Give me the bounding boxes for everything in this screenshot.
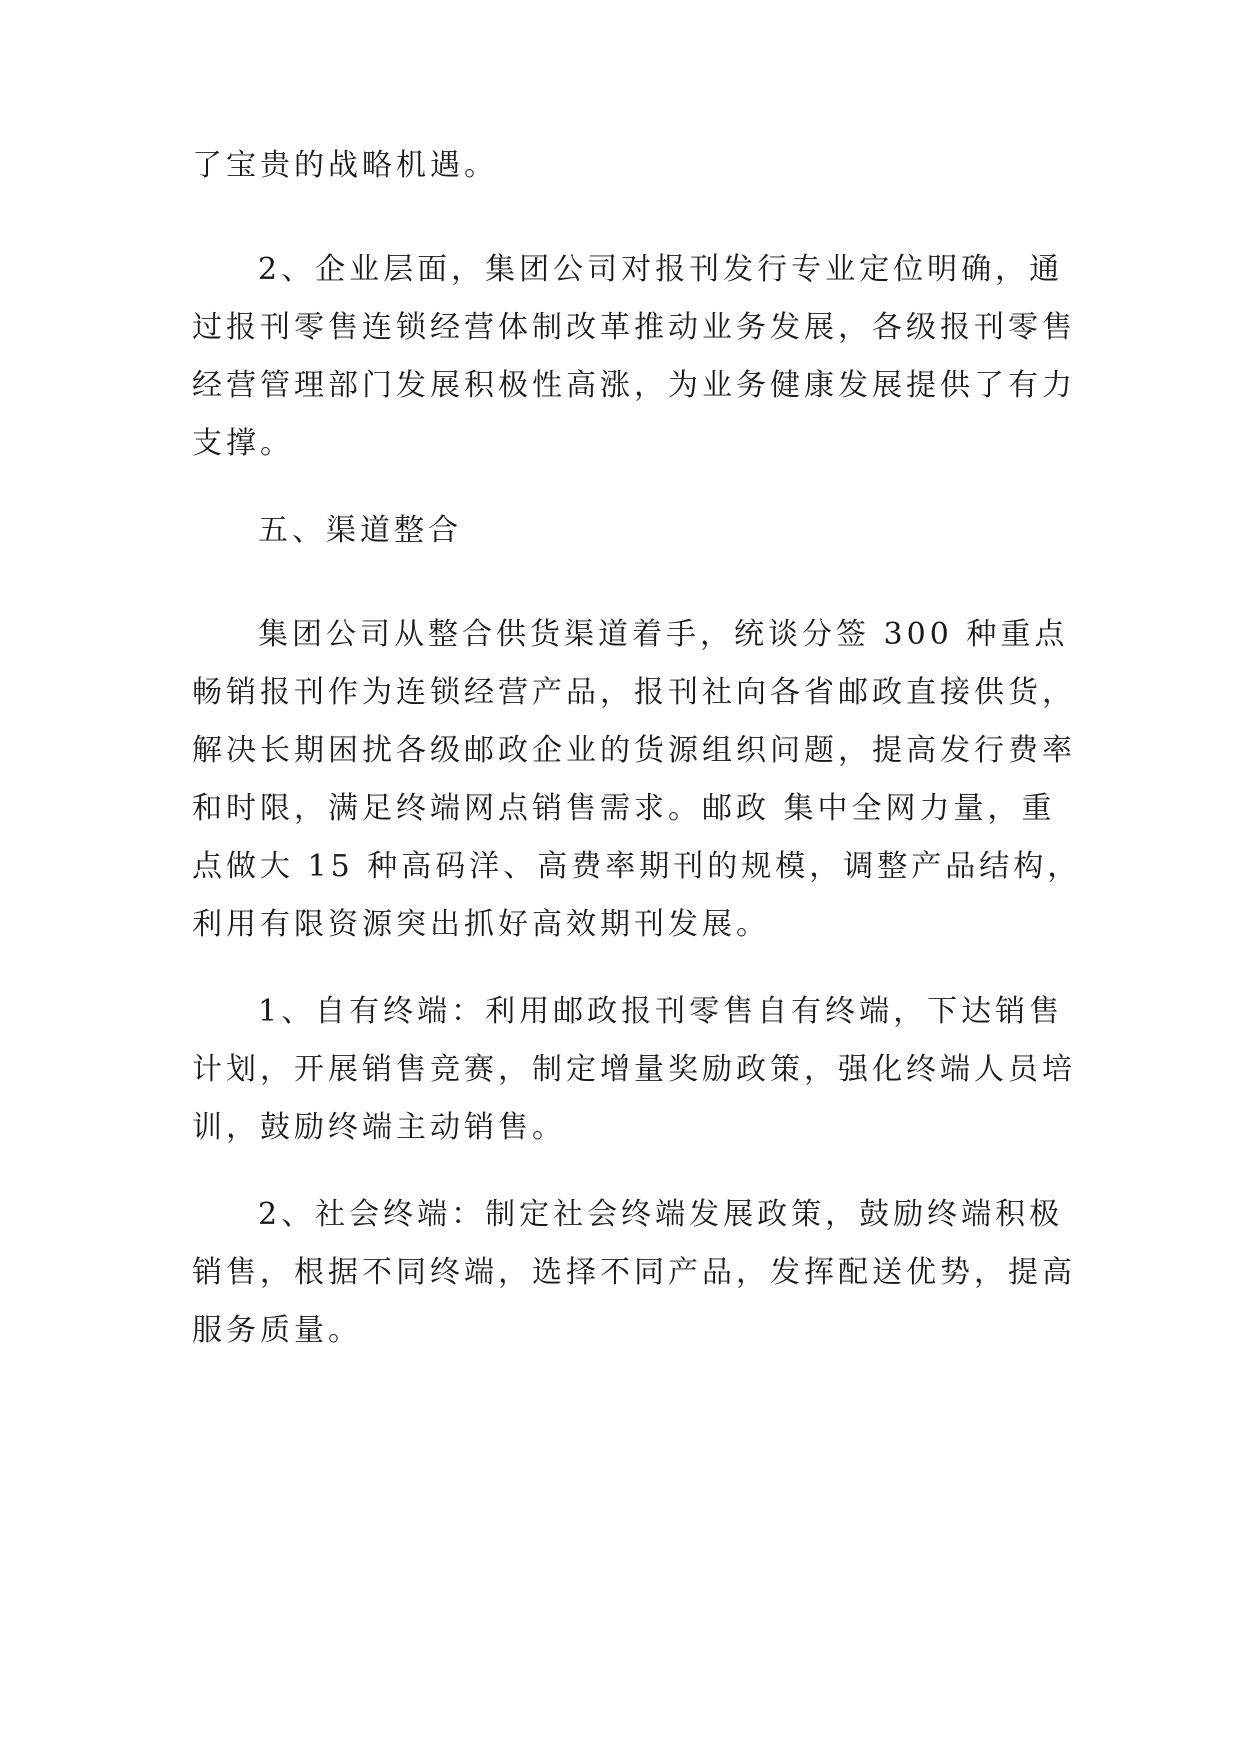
text-line: 和时限，满足终端网点销售需求。邮政 集中全网力量，重 xyxy=(192,791,1056,826)
text-line: 支撑。 xyxy=(192,426,294,461)
text-line: 训，鼓励终端主动销售。 xyxy=(192,1110,566,1145)
paragraph-continuation xyxy=(192,137,1052,195)
paragraph-enterprise-level xyxy=(192,241,1076,473)
text-line: 2、企业层面，集团公司对报刊发行专业定位明确，通 xyxy=(258,252,1064,287)
text-line: 过报刊零售连锁经营体制改革推动业务发展，各级报刊零售 xyxy=(192,310,1076,345)
text-line: 利用有限资源突出抓好高效期刊发展。 xyxy=(192,907,770,942)
text-line: 解决长期困扰各级邮政企业的货源组织问题，提高发行费率 xyxy=(192,733,1076,768)
paragraph-social-terminals xyxy=(192,1186,1076,1360)
text-line: 服务质量。 xyxy=(192,1313,362,1348)
text-line: 畅销报刊作为连锁经营产品，报刊社向各省邮政直接供货， xyxy=(192,675,1076,710)
text-line: 了宝贵的战略机遇。 xyxy=(192,148,498,183)
text-line: 经营管理部门发展积极性高涨，为业务健康发展提供了有力 xyxy=(192,368,1076,403)
text-line: 销售，根据不同终端，选择不同产品，发挥配送优势，提高 xyxy=(192,1255,1076,1290)
text-line: 点做大 15 种高码洋、高费率期刊的规模，调整产品结构， xyxy=(192,849,1082,884)
text-line: 2、社会终端：制定社会终端发展政策，鼓励终端积极 xyxy=(258,1197,1064,1232)
heading-text: 五、渠道整合 xyxy=(258,513,462,548)
paragraph-channel-integration xyxy=(192,606,1082,954)
text-line: 1、自有终端：利用邮政报刊零售自有终端，下达销售 xyxy=(258,994,1064,1029)
text-line: 集团公司从整合供货渠道着手，统谈分签 300 种重点 xyxy=(258,617,1069,652)
text-line: 计划，开展销售竞赛，制定增量奖励政策，强化终端人员培 xyxy=(192,1052,1076,1087)
paragraph-own-terminals xyxy=(192,983,1076,1157)
section-heading xyxy=(192,502,1052,560)
